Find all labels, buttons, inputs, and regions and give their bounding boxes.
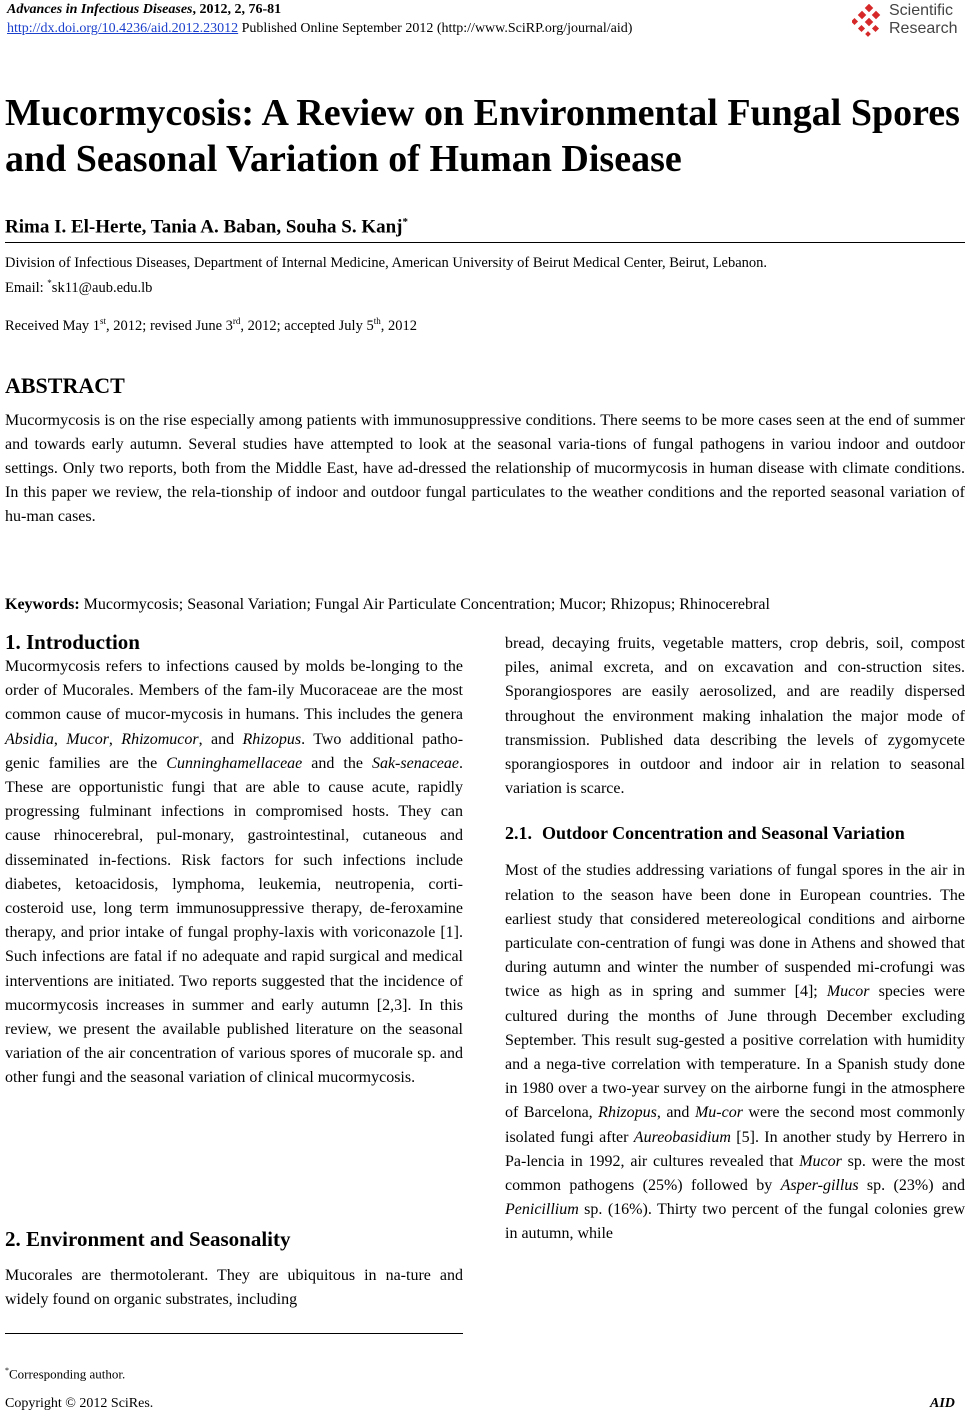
- abstract-heading: ABSTRACT: [5, 373, 125, 398]
- journal-name: Advances in Infectious Diseases: [7, 2, 193, 17]
- journal-abbrev-footer: AID: [930, 1396, 955, 1411]
- received-c: , 2012; accepted July 5: [240, 317, 374, 334]
- section-2-1-heading: [505, 821, 965, 845]
- section-2-1-paragraph: Most of the studies addressing variations of fungal spores in the air in relation to the season have been done in European countries. The earliest study that considered metereological conditions and airborne particulate con-centration of fungi was done in Athens and showed that during autumn and winter the number of suspended mi-crofungi was twice as high as in spring and summer [4]; Mucor species were cultured during the months of June through December excluding September. This result sug-gested a positive correlation with humidity and a nega-tive correlation with temperature. In a Spanish study done in 1980 over a two-year survey on the airborne fungi in the atmosphere of Barcelona, Rhizopus, and Mu-cor were the second most commonly isolated fungi after Aureobasidium [5]. In another study by Herrero in Pa-lencia in 1992, air cultures revealed that Mucor sp. were the most common pathogens (25%) followed by Asper-gillus sp. (23%) and Penicillium sp. (16%). Thirty two percent of the fungal colonies grew in autumn, while: [505, 862, 966, 1243]
- abstract-text: Mucormycosis is on the rise especially among patients with immunosuppressive conditions. There seems to be more cases seen at the end of summer and towards early autumn. Several studies have attempted to look at the seasonal varia-tions of fungal pathogens in variou indoor and outdoor settings. Only two reports, both from the Middle East, have ad-dressed the relationship of mucormycosis in human disease with climate conditions. In this paper we review, the rela-tionship of indoor and outdoor fungal particulates to the weather conditions and the reported seasonal variation of hu-man cases.: [5, 412, 965, 525]
- authors: Rima I. El-Herte, Tania A. Baban, Souha S. Kanj: [5, 216, 403, 238]
- keywords: [5, 596, 770, 614]
- published-info: Published Online September 2012 (http://www.SciRP.org/journal/aid): [238, 21, 633, 36]
- affiliation-block: [5, 253, 767, 298]
- received-b-sup: rd: [232, 316, 241, 326]
- journal-header: [7, 2, 281, 18]
- publisher-logo: [852, 2, 967, 42]
- footnote: [5, 1366, 125, 1382]
- paper-title: Mucormycosis: A Review on Environmental Fungal Spores and Seasonal Variation of Human Disease: [5, 92, 960, 180]
- logo-wordmark: [889, 2, 957, 38]
- email-mark: *: [47, 278, 52, 288]
- received-b: , 2012; revised June 3: [106, 317, 233, 334]
- copyright-footer: Copyright © 2012 SciRes.: [5, 1396, 154, 1411]
- logo-line-2: Research: [889, 20, 958, 37]
- author-list: [5, 216, 408, 238]
- section-2-right-paragraph: bread, decaying fruits, vegetable matters, crop debris, soil, compost piles, animal excreta, and on excavation and con-struction sites. Sporangiospores are easily aerosolized, and are readily dispersed throughout the environment making inhalation the major mode of transmission. Published data describing the levels of zygomycete sporangiospores in outdoor and indoor air in relation to seasonal variation is scarce.: [505, 635, 965, 798]
- doi-line: [7, 21, 632, 37]
- received-d: , 2012: [380, 317, 417, 334]
- author-mark: *: [402, 216, 409, 228]
- affiliation: Division of Infectious Diseases, Department of Internal Medicine, American University of Beirut Medical Center, Beirut, Lebanon.: [5, 255, 768, 271]
- footnote-text: Corresponding author.: [9, 1366, 126, 1382]
- left-column: [5, 655, 463, 1091]
- section-2-1-title: Outdoor Concentration and Seasonal Variation: [542, 823, 905, 844]
- received-a: Received May 1: [5, 317, 101, 334]
- keywords-label: Keywords:: [5, 596, 80, 613]
- right-column: [505, 632, 965, 1247]
- journal-issue: , 2012, 2, 76-81: [192, 2, 282, 17]
- section-1-paragraph: Mucormycosis refers to infections caused by molds be-longing to the order of Mucorales. Members of the fam-ily Mucoraceae are the most common cause of mucor-mycosis in humans. This includes the genera Absidia, Mucor, Rhizomucor, and Rhizopus. Two additional patho-genic families are the Cunninghamellaceae and the Sak-senaceae. These are opportunistic fungi that are able to cause acute, rapidly progressing fulminant infections in compromised hosts. They can cause rhinocerebral, pul-monary, gastrointestinal, cutaneous and disseminated in-fections. Risk factors for such infections include diabetes, ketoacidosis, lymphoma, leukemia, neutropenia, corti-costeroid use, long term immunosuppressive therapy, de-feroxamine therapy, and prior intake of fungal prophy-laxis with voriconazole [1]. Such infections are fatal if no adequate and rapid surgical and medical interventions are initiated. Two reports suggested that the incidence of mucormycosis increases in summer and early autumn [2,3]. In this review, we present the available published literature on the seasonal variation of the air concentration of various spores of mucorale sp. and other fungi and the seasonal variation of clinical mucormycosis.: [5, 658, 464, 1087]
- email-label: Email:: [5, 279, 48, 296]
- footnote-rule: [5, 1333, 463, 1334]
- title-rule: [5, 242, 965, 243]
- section-2-heading: 2. Environment and Seasonality: [5, 1227, 291, 1251]
- section-2-left-paragraph: Mucorales are thermotolerant. They are ubiquitous in na-ture and widely found on organic substrates, including: [5, 1267, 463, 1309]
- footnote-mark: *: [5, 1366, 9, 1375]
- email[interactable]: sk11@aub.edu.lb: [51, 279, 153, 296]
- logo-line-1: Scientific: [889, 2, 954, 19]
- scirp-logo-icon: [852, 4, 886, 38]
- keywords-list: Mucormycosis; Seasonal Variation; Fungal Air Particulate Concentration; Mucor; Rhizopus; Rhinocerebral: [79, 596, 770, 613]
- received-dates: [5, 316, 417, 335]
- received-c-sup: th: [373, 316, 381, 326]
- received-a-sup: st: [100, 316, 107, 326]
- section-2-1-number: 2.1.: [505, 823, 532, 844]
- doi-link[interactable]: http://dx.doi.org/10.4236/aid.2012.23012: [7, 21, 239, 36]
- section-1-heading: 1. Introduction: [5, 630, 140, 654]
- email-line: [5, 273, 767, 298]
